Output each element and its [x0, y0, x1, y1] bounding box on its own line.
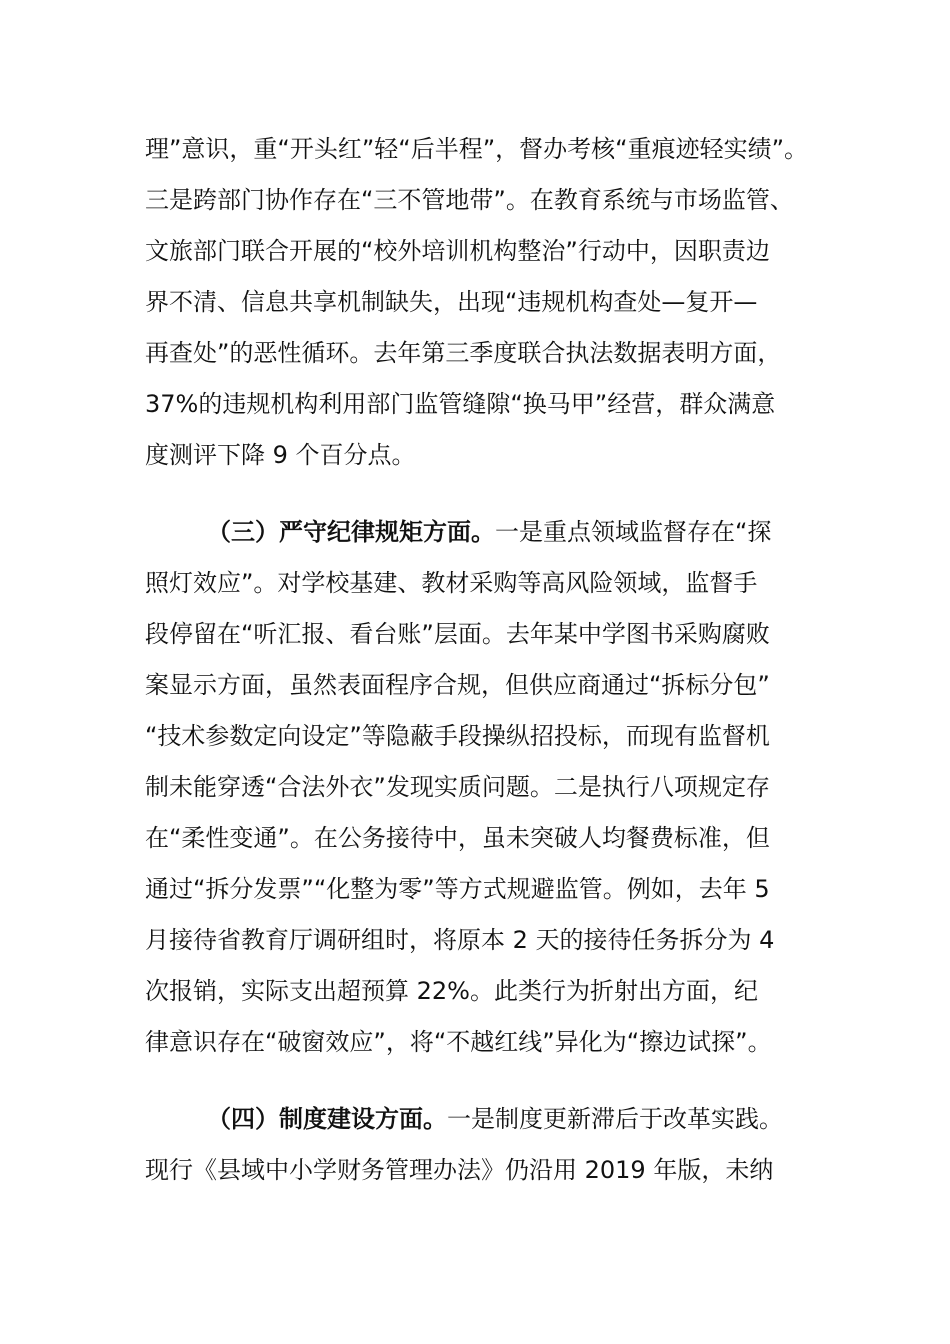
text-line: 现行《县域中小学财务管理办法》仍沿用 2019 年版，未纳 [145, 1156, 774, 1184]
text-line: 月接待省教育厅调研组时，将原本 2 天的接待任务拆分为 4 [145, 926, 775, 954]
section-heading: （四）制度建设方面。 [207, 1105, 447, 1133]
text-run: 一是制度更新滞后于改革实践。 [447, 1105, 783, 1133]
text-line: 在“柔性变通”。在公务接待中，虽未突破人均餐费标准，但 [145, 824, 770, 852]
text-line [145, 507, 815, 558]
section-heading: （三）严守纪律规矩方面。 [207, 518, 495, 546]
text-line: 段停留在“听汇报、看台账”层面。去年某中学图书采购腐败 [145, 620, 770, 648]
paragraph-1 [145, 124, 815, 481]
paragraph-gap [145, 481, 815, 507]
text-line: 37%的违规机构利用部门监管缝隙“换马甲”经营，群众满意 [145, 390, 776, 418]
text-line [145, 1094, 815, 1145]
text-run: 一是重点领域监督存在“探 [495, 518, 772, 546]
text-line: 文旅部门联合开展的“校外培训机构整治”行动中，因职责边 [145, 237, 770, 265]
text-line: 案显示方面，虽然表面程序合规，但供应商通过“拆标分包” [145, 671, 770, 699]
text-line: 度测评下降 9 个百分点。 [145, 441, 416, 469]
text-line: 理”意识，重“开头红”轻“后半程”，督办考核“重痕迹轻实绩”。 [145, 135, 809, 163]
text-line: “技术参数定向设定”等隐蔽手段操纵招投标，而现有监督机 [145, 722, 770, 750]
text-line: 次报销，实际支出超预算 22%。此类行为折射出方面，纪 [145, 977, 758, 1005]
document-page [145, 124, 815, 1196]
paragraph-2 [145, 507, 815, 1068]
text-line: 界不清、信息共享机制缺失，出现“违规机构查处—复开— [145, 288, 758, 316]
paragraph-3 [145, 1094, 815, 1196]
text-line: 再查处”的恶性循环。去年第三季度联合执法数据表明方面， [145, 339, 782, 367]
text-line: 通过“拆分发票”“化整为零”等方式规避监管。例如，去年 5 [145, 875, 770, 903]
text-line: 律意识存在“破窗效应”，将“不越红线”异化为“擦边试探”。 [145, 1028, 772, 1056]
text-line: 三是跨部门协作存在“三不管地带”。在教育系统与市场监管、 [145, 186, 794, 214]
text-line: 制未能穿透“合法外衣”发现实质问题。二是执行八项规定存 [145, 773, 770, 801]
paragraph-gap [145, 1068, 815, 1094]
text-line: 照灯效应”。对学校基建、教材采购等高风险领域，监督手 [145, 569, 758, 597]
